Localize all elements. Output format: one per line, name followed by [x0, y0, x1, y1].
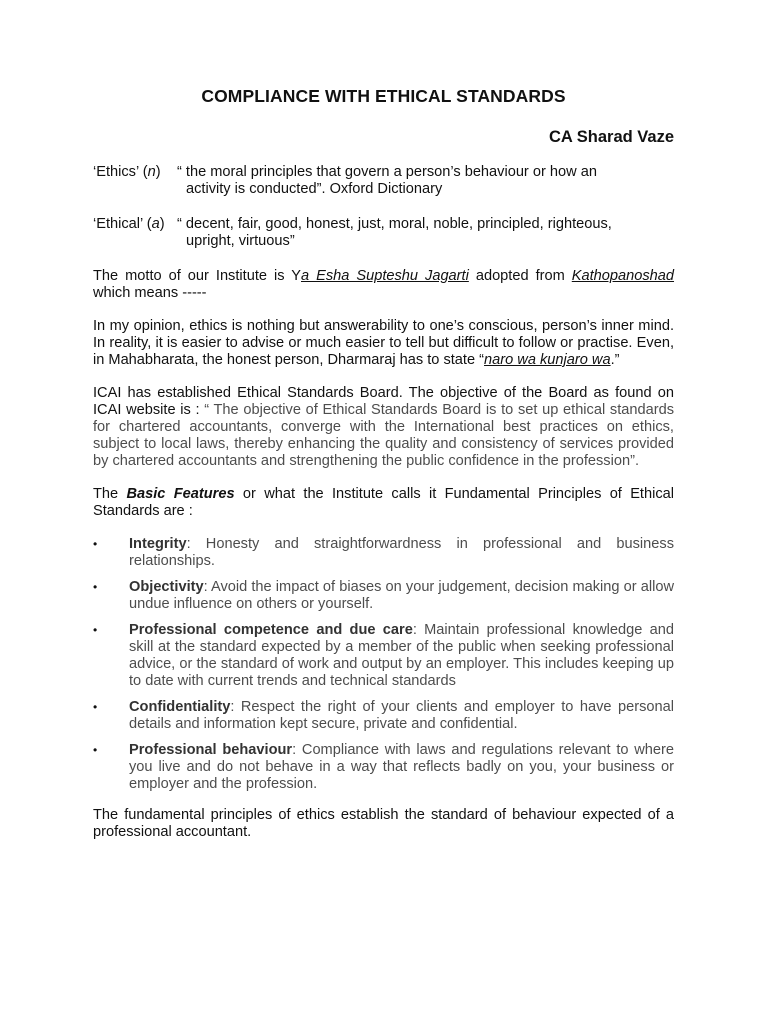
definition-ethical	[93, 216, 674, 250]
features-list	[93, 536, 674, 793]
list-item: • Confidentiality: Respect the right of your clients and employer to have personal details and information kept secure, private and confidential.	[93, 699, 674, 732]
bullet-icon: •	[93, 580, 98, 594]
opinion-paragraph: In my opinion, ethics is nothing but answerability to one’s conscious, person’s inner mind. In reality, it is easier to advise or much easier to tell but difficult to follow or practise. Even, in Mahabharata, the honest person, Dharmaraj has to state “naro wa kunjaro wa.”	[93, 318, 674, 368]
list-item: • Professional behaviour: Compliance with laws and regulations relevant to where you live and do not behave in a way that reflects badly on you, your business or employer and the profession.	[93, 742, 674, 792]
icai-paragraph: ICAI has established Ethical Standards Board. The objective of the Board as found on ICAI website is : “ The objective of Ethical Standards Board is to set up ethical standards for chartered accountants, converge with the International best practices on ethics, subject to local laws, thereby enhancing the quality and consistency of services provided by chartered accountants and strengthening the public confidence in the profession”.	[93, 385, 674, 469]
definition-term: ‘Ethics’ (n)	[93, 164, 161, 180]
bullet-icon: •	[93, 537, 98, 551]
bullet-icon: •	[93, 700, 98, 714]
conclusion-paragraph: The fundamental principles of ethics establish the standard of behaviour expected of a professional accountant.	[93, 807, 674, 840]
list-item: • Professional competence and due care: Maintain professional knowledge and skill at the standard expected by a member of the public when seeking professional advice, or the standard of work and output by an employer. This includes keeping up to date with current trends and technical standards	[93, 622, 674, 689]
bullet-icon: •	[93, 743, 98, 757]
document-title: COMPLIANCE WITH ETHICAL STANDARDS	[201, 86, 566, 106]
list-item: • Integrity: Honesty and straightforwardness in professional and business relationships.	[93, 536, 674, 569]
definition-term: ‘Ethical’ (a)	[93, 216, 165, 232]
author-name: CA Sharad Vaze	[548, 128, 674, 146]
motto-paragraph: The motto of our Institute is Ya Esha Supteshu Jagarti adopted from Kathopanoshad which means -----	[93, 268, 675, 301]
bullet-icon: •	[93, 623, 98, 637]
definition-ethics	[93, 164, 674, 198]
features-intro: The Basic Features or what the Institute calls it Fundamental Principles of Ethical Standards are :	[93, 486, 674, 519]
definition-meaning: “ the moral principles that govern a person’s behaviour or how an activity is conducted”. Oxford Dictionary	[177, 164, 597, 197]
list-item: • Objectivity: Avoid the impact of biases on your judgement, decision making or allow undue influence on others or yourself.	[93, 579, 674, 612]
definition-meaning: “ decent, fair, good, honest, just, moral, noble, principled, righteous, upright, virtuous”	[177, 216, 612, 249]
